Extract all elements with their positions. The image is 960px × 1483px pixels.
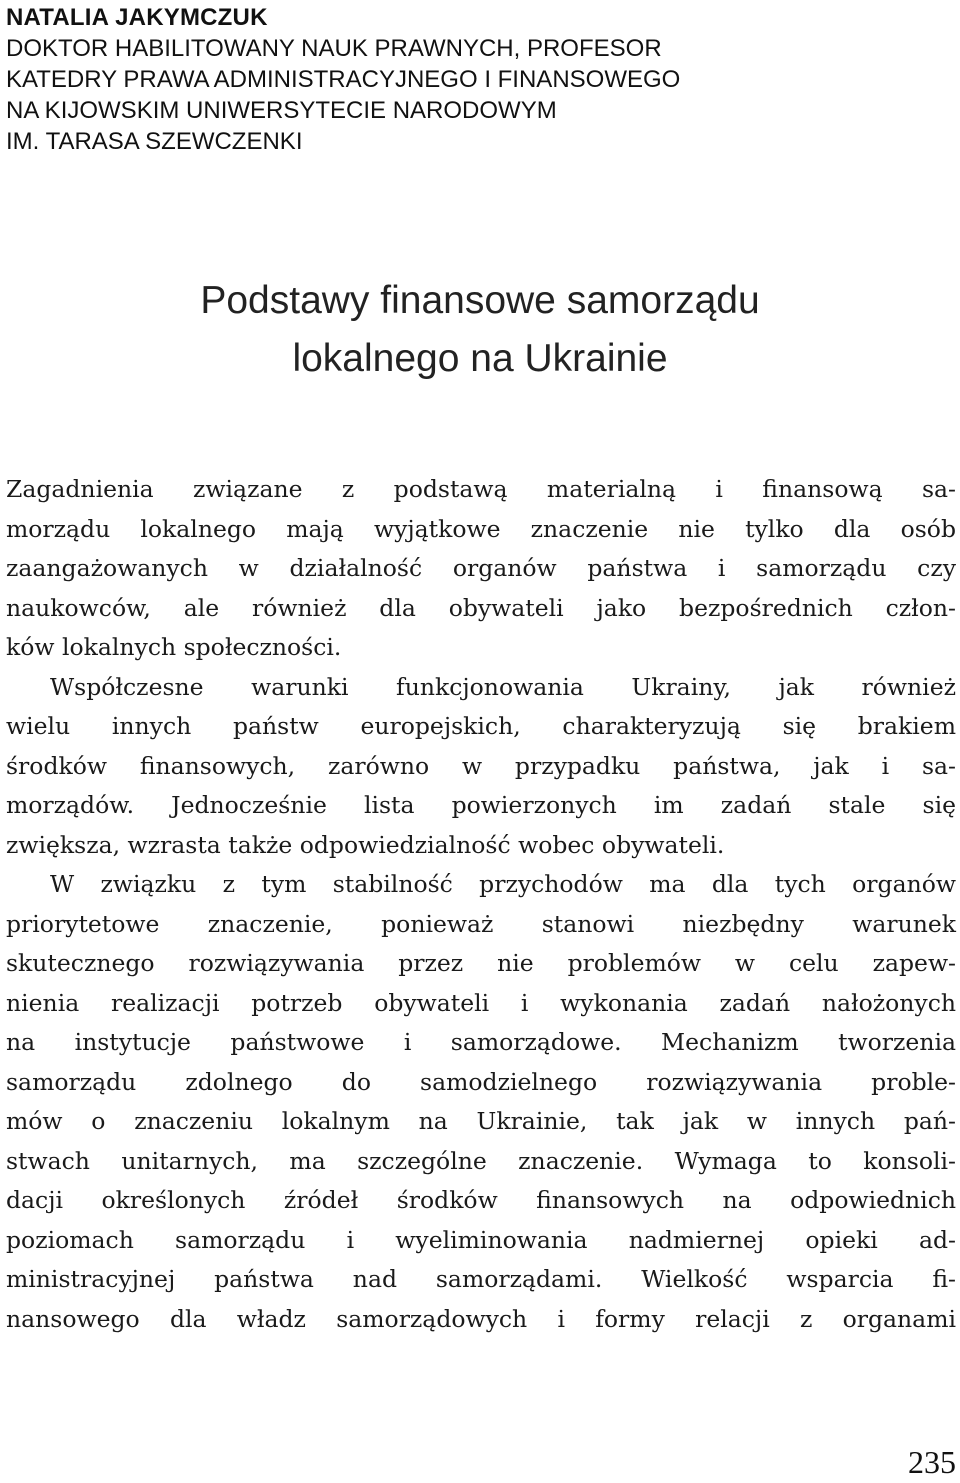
author-block bbox=[6, 2, 906, 157]
body-line: naukowców, ale również dla obywateli jako bezpośrednich człon- bbox=[6, 593, 956, 622]
body-line: poziomach samorządu i wyeliminowania nadmiernej opieki ad- bbox=[6, 1225, 956, 1254]
article-title bbox=[0, 272, 960, 388]
body-line: nienia realizacji potrzeb obywateli i wykonania zadań nałożonych bbox=[6, 988, 956, 1017]
body-line: skutecznego rozwiązywania przez nie problemów w celu zapew- bbox=[6, 949, 956, 977]
body-line: środków finansowych, zarówno w przypadku państwa, jak i sa- bbox=[6, 751, 956, 780]
body-line: nansowego dla władz samorządowych i formy relacji z organami bbox=[6, 1304, 956, 1333]
author-affiliation-line: NA KIJOWSKIM UNIWERSYTECIE NARODOWYM bbox=[6, 97, 557, 124]
body-line: ministracyjnej państwa nad samorządami. Wielkość wsparcia fi- bbox=[6, 1265, 956, 1293]
body-line: Zagadnienia związane z podstawą materialną i finansową sa- bbox=[6, 475, 956, 503]
author-affiliation-line: IM. TARASA SZEWCZENKI bbox=[6, 128, 303, 155]
article-title-line: Podstawy finansowe samorządu bbox=[200, 279, 760, 322]
article-title-line: lokalnego na Ukrainie bbox=[292, 337, 668, 380]
body-line: samorządu zdolnego do samodzielnego rozwiązywania proble- bbox=[6, 1067, 956, 1096]
article-body bbox=[6, 470, 956, 1339]
body-line: W związku z tym stabilność przychodów ma dla tych organów bbox=[50, 870, 956, 898]
body-line: Współczesne warunki funkcjonowania Ukrainy, jak również bbox=[50, 672, 956, 701]
body-line: wielu innych państw europejskich, charakteryzują się brakiem bbox=[6, 712, 956, 740]
body-line: ków lokalnych społeczności. bbox=[6, 633, 342, 661]
author-affiliation-line: DOKTOR HABILITOWANY NAUK PRAWNYCH, PROFESOR bbox=[6, 35, 662, 62]
page-number: 235 bbox=[908, 1444, 956, 1480]
body-line: morządów. Jednocześnie lista powierzonych im zadań stale się bbox=[6, 791, 956, 819]
body-line: zaangażowanych w działalność organów państwa i samorządu czy bbox=[6, 554, 956, 582]
body-line: mów o znaczeniu lokalnym na Ukrainie, tak jak w innych pań- bbox=[6, 1107, 956, 1135]
body-line: dacji określonych źródeł środków finansowych na odpowiednich bbox=[6, 1186, 956, 1214]
body-line: priorytetowe znaczenie, ponieważ stanowi niezbędny warunek bbox=[6, 909, 956, 938]
body-line: stwach unitarnych, ma szczególne znaczenie. Wymaga to konsoli- bbox=[6, 1146, 956, 1175]
author-name: NATALIA JAKYMCZUK bbox=[6, 4, 268, 31]
body-line: morządu lokalnego mają wyjątkowe znaczenie nie tylko dla osób bbox=[6, 514, 956, 543]
body-line: na instytucje państwowe i samorządowe. Mechanizm tworzenia bbox=[6, 1028, 956, 1056]
author-affiliation-line: KATEDRY PRAWA ADMINISTRACYJNEGO I FINANSOWEGO bbox=[6, 66, 681, 93]
body-line: zwiększa, wzrasta także odpowiedzialność wobec obywateli. bbox=[6, 830, 725, 859]
